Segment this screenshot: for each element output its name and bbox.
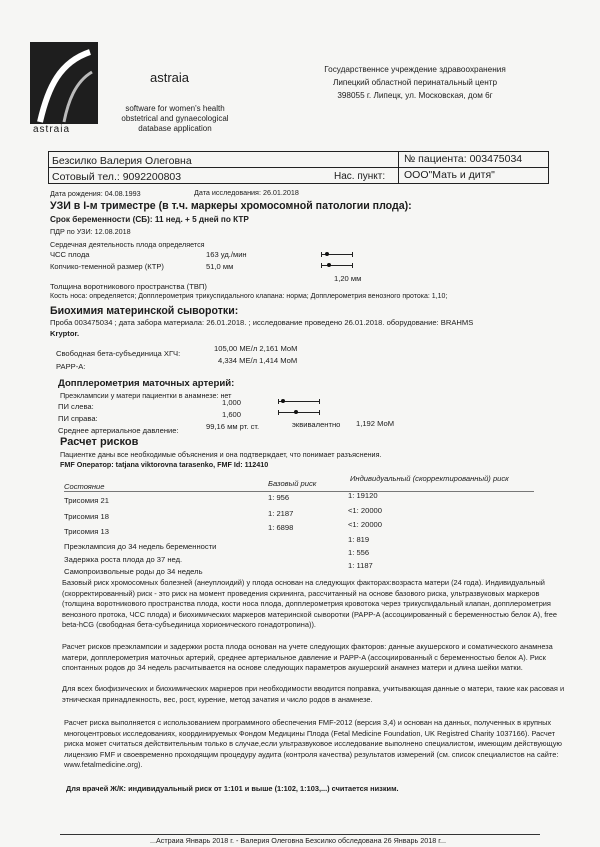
- crl-value: 51,0 мм: [206, 262, 234, 271]
- range-tick: [321, 263, 322, 268]
- patient-name: Безсилко Валерия Олеговна: [52, 155, 192, 167]
- table-header-rule: [64, 491, 534, 492]
- usi-title: УЗИ в I-м триместре (в т.ч. маркеры хромосомной патологии плода):: [50, 200, 412, 212]
- box-border: [48, 151, 49, 184]
- crl-label: Копчико-теменной размер (КТР): [50, 262, 164, 271]
- pi-right-value: 1,600: [222, 410, 242, 419]
- map-label: Среднее артериальное давление:: [58, 426, 179, 435]
- fmf-operator: FMF Оператор: tatjana viktorovna tarasenko, FMF Id: 112410: [60, 460, 269, 469]
- risk-individual: <1: 20000: [348, 520, 382, 529]
- due-date: ПДР по УЗИ: 12.08.2018: [50, 227, 131, 236]
- locality-label: Нас. пункт:: [334, 171, 386, 182]
- logo-emblem-icon: [30, 42, 98, 124]
- consent-text: Пациентке даны все необходимые объяснения и она подтверждает, что понимает разъяснения.: [60, 450, 382, 459]
- map-value: 99,16 мм рт. ст.: [206, 422, 260, 431]
- col-individual-risk: Индивидуальный (скорректированный) риск: [350, 474, 509, 483]
- fhr-label: ЧСС плода: [50, 250, 90, 259]
- note-corrections: Для всех биофизических и биохимических маркеров при необходимости вводится поправка, учитывающая данные о матери, такие как расовая и этническая принадлежность, вес, рост, курение, метод зачатия и число родов в анамнезе.: [62, 684, 565, 704]
- range-tick: [278, 399, 279, 404]
- biochem-title: Биохимия материнской сыворотки:: [50, 305, 239, 317]
- org-line: Государственнсе учреждение здравоохранения: [324, 65, 506, 74]
- patient-number: № пациента: 003475034: [404, 153, 523, 165]
- range-tick: [321, 252, 322, 257]
- risk-title: Расчет рисков: [60, 436, 139, 448]
- risk-condition: Трисомия 18: [64, 512, 109, 521]
- fhr-marker: [325, 252, 329, 256]
- risk-condition: Преэклампсия до 34 недель беременности: [64, 542, 217, 551]
- range-tick: [352, 263, 353, 268]
- box-border: [548, 151, 549, 184]
- nasal-bone-doppler: Кость носа: определяется; Допплерометрия трикуспидального клапана: норма; Допплерометрия венозного протока: 1,10;: [50, 293, 448, 300]
- tagline-line: software for women's health: [125, 104, 225, 113]
- range-tick: [278, 410, 279, 415]
- risk-individual: 1: 556: [348, 548, 370, 557]
- risk-condition: Трисомия 21: [64, 496, 109, 505]
- risk-condition: Самопроизвольные роды до 34 недель: [64, 567, 203, 576]
- tagline-line: obstetrical and gynaecological: [121, 114, 229, 123]
- crl-marker: [327, 263, 331, 267]
- tagline-line: database application: [138, 124, 212, 133]
- risk-base: 1: 6898: [268, 523, 294, 532]
- note-doctors: Для врачей Ж/К: индивидуальный риск от 1:101 и выше (1:102, 1:103,...) считается низким.: [66, 784, 399, 793]
- gestational-age: Срок беременности (СБ): 11 нед. + 5 дней по КТР: [50, 215, 249, 224]
- tagline: [116, 104, 234, 134]
- exam-date: Дата исследования: 26.01.2018: [194, 188, 299, 197]
- locality-value: ООО"Мать и дитя": [404, 169, 495, 181]
- fhr-value: 163 уд./мин: [206, 250, 247, 259]
- note-preeclampsia: Расчет рисков преэклампсии и задержки роста плода основан на учете следующих факторов: данные акушерского и соматического анамнеза матери, допплерометрия маточных артерий, среднее артериальное давление и PAPP-A (ассоциированный с беременностью белок А). Риск спонтанных родов до 34 недель расчитывается на основе следующих параметров акушерский анамнез матери и длина шейки матки.: [62, 642, 553, 672]
- org-line: 398055 г. Липецк, ул. Московская, дом 6г: [337, 91, 493, 100]
- hcg-label: Свободная бета-субъединица ХГЧ:: [56, 349, 181, 358]
- box-border: [48, 151, 549, 152]
- pi-left-marker: [281, 399, 285, 403]
- brand-name: astraia: [150, 70, 190, 85]
- sample-info: Проба 003475034 ; дата забора материала: 26.01.2018. ; исследование проведено 26.01.2018. оборудование: BRAHMS: [50, 318, 474, 327]
- note-base-risk: Базовый риск хромосомных болезней (анеуплоидий) у плода основан на следующих факторах:возраста матери (24 года). Индивидуальный (скорректированный) риск - это риск на момент проведения скрининга, рассчитанный на основе базового риска, ультразвуковых маркеров (толщина воротникового пространства плода, кости носа плода, допплерометрия кровотока через трикуспидальный клапан, допплерометрия венозного протока, ЧСС плода) и биохимических маркеров материнской сыворотки (PAPP-A (ассоциированный с беременностью белок А), free beta-hCG (свободная бета-субъединица хорионического гонадотропина)).: [62, 578, 557, 629]
- note-software: Расчет риска выполняется с использованием программного обеспечения FMF-2012 (версия 3,4) и основан на данных, полученных в крупных многоцентровых исследованиях, координируемых Фондом Медицины Плода (Fetal Medicine Foundation, UK Registred Charity 1037166). Расчет риска может считаться действительным только в случае,если ультразвуковое исследование выполнено специалистом, имеющим действующую лицензию FMF и своевременно проходящим процедуру аудита (контроля качества) результатов измерений (см. список специалистов на сайте: www.fetalmedicine.org).: [64, 718, 562, 769]
- papp-value: 4,334 МЕ/л 1,414 МоМ: [218, 356, 298, 365]
- risk-individual: 1: 1187: [348, 561, 373, 570]
- footer-rule: [60, 834, 540, 835]
- col-condition: Состояние: [64, 482, 105, 491]
- footer-text: ...Астраиа Январь 2018 г. - Валерия Олеговна Безсилко обследована 26 Январь 2018 г...: [150, 836, 446, 845]
- nt-label: Толщина воротникового пространства (ТВП): [50, 282, 207, 291]
- risk-base: 1: 2187: [268, 509, 294, 518]
- pi-right-range-bar: [278, 412, 320, 413]
- doppler-title: Допплерометрия маточных артерий:: [58, 378, 235, 389]
- crl-range-bar: [321, 265, 353, 266]
- hcg-value: 105,00 МЕ/л 2,161 МоМ: [214, 344, 298, 353]
- range-tick: [352, 252, 353, 257]
- box-border: [398, 151, 399, 184]
- heart-activity: Сердечная деятельность плода определяется: [50, 240, 205, 249]
- pi-left-value: 1,000: [222, 398, 242, 407]
- organization-address: [296, 63, 534, 102]
- risk-individual: <1: 20000: [348, 506, 382, 515]
- pi-left-label: ПИ слева:: [58, 402, 94, 411]
- preeclampsia-history: Преэклампсии у матери пациентки в анамнезе: нет: [60, 391, 232, 400]
- range-tick: [319, 410, 320, 415]
- risk-individual: 1: 19120: [348, 491, 378, 500]
- astraia-logo: [30, 42, 98, 124]
- col-base-risk: Базовый риск: [268, 479, 317, 488]
- map-mom: 1,192 МоМ: [356, 419, 395, 428]
- map-equiv: эквивалентно: [292, 420, 341, 429]
- papp-label: PAPP-A:: [56, 362, 86, 371]
- risk-base: 1: 956: [268, 493, 290, 502]
- box-border: [48, 167, 549, 168]
- risk-condition: Задержка роста плода до 37 нед.: [64, 555, 183, 564]
- patient-dob: Дата рождения: 04.08.1993: [50, 189, 141, 198]
- logo-text: astraia: [33, 124, 71, 135]
- patient-phone: Сотовый тел.: 9092200803: [52, 171, 182, 183]
- sample-info-cont: Kryptor.: [50, 329, 80, 338]
- risk-condition: Трисомия 13: [64, 527, 109, 536]
- org-line: Липецкий областной перинатальный центр: [332, 78, 498, 87]
- range-tick: [319, 399, 320, 404]
- nt-value: 1,20 мм: [334, 274, 362, 283]
- box-border: [48, 183, 549, 184]
- pi-right-marker: [294, 410, 298, 414]
- pi-right-label: ПИ справа:: [58, 414, 98, 423]
- risk-individual: 1: 819: [348, 535, 370, 544]
